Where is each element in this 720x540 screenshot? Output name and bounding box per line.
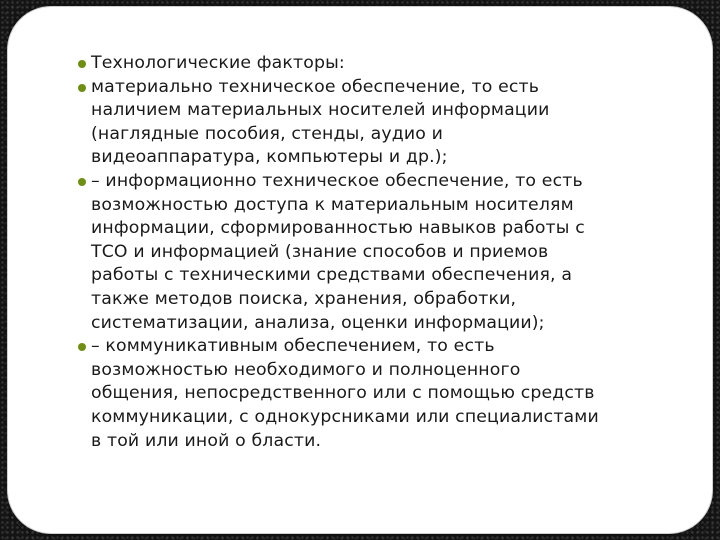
bullet-dot-icon xyxy=(78,343,86,351)
bullet-text-3: – информационно техническое обеспечение, то есть возможностью доступа к материальным носителям информации, сформированностью навыков работы с ТСО и информацией (знание способов и приемов работы с техническими средствами обеспечения, а также методов поиска, хранения, обработки, систематизации, анализа, оценки информации); xyxy=(91,170,585,333)
bullet-item-3 xyxy=(78,170,678,335)
bullet-text-4: – коммуникативным обеспечением, то есть возможностью необходимого и полноценного общения, непосредственного или с помощью средств коммуникации, с однокурсниками или специалистами в той или иной о бласти. xyxy=(91,336,599,451)
bullet-item-2 xyxy=(78,76,678,170)
bullet-text-2: материально техническое обеспечение, то есть наличием материальных носителей информации (наглядные пособия, стенды, аудио и видеоаппаратура, компьютеры и др.); xyxy=(91,76,550,168)
bullet-dot-icon xyxy=(78,178,86,186)
bullet-dot-icon xyxy=(78,84,86,92)
bullet-text-1: Технологические факторы: xyxy=(91,53,345,73)
bullet-dot-icon xyxy=(78,60,86,68)
bullet-list xyxy=(78,52,678,453)
bullet-item-4 xyxy=(78,335,678,453)
bullet-item-1 xyxy=(78,52,678,76)
